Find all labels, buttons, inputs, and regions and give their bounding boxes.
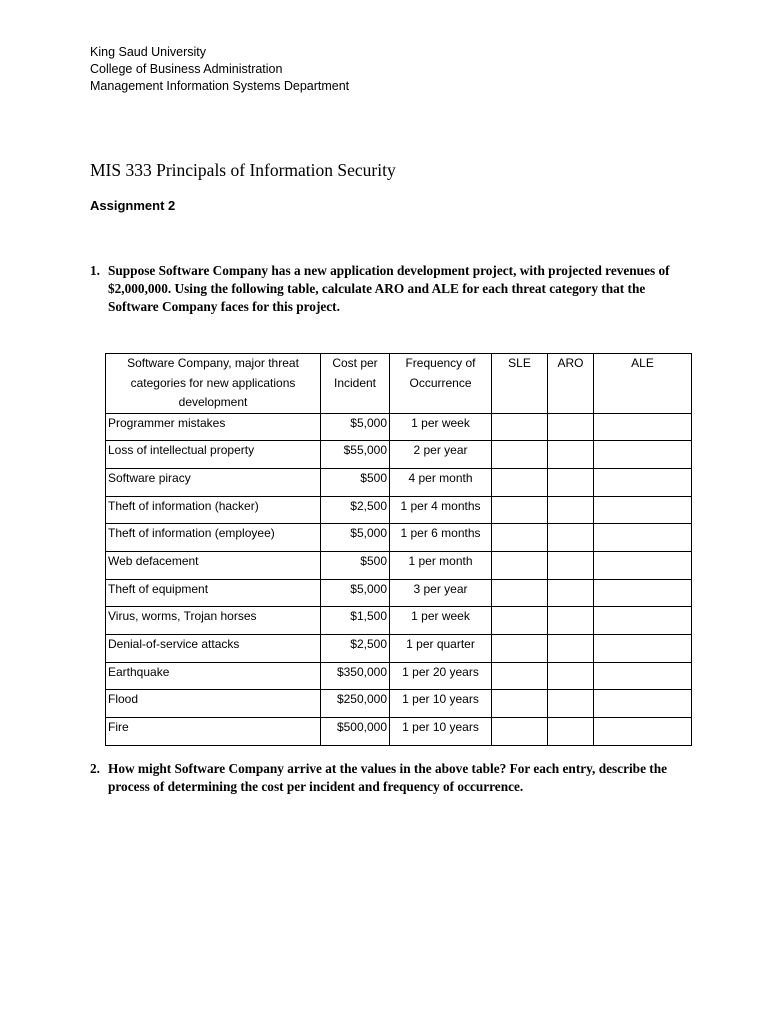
aro-cell [548, 579, 594, 607]
table-row [106, 662, 692, 690]
table-row [106, 635, 692, 663]
sle-cell [492, 551, 548, 579]
header-threat: Software Company, major threat categories for new applications development [106, 354, 321, 414]
header-frequency: Frequency of Occurrence [390, 354, 492, 414]
frequency-cell: 1 per 20 years [390, 662, 492, 690]
aro-cell [548, 496, 594, 524]
aro-cell [548, 718, 594, 746]
frequency-cell: 1 per week [390, 413, 492, 441]
aro-cell [548, 635, 594, 663]
ale-cell [594, 441, 692, 469]
question-1 [90, 262, 690, 316]
aro-cell [548, 551, 594, 579]
frequency-cell: 1 per 6 months [390, 524, 492, 552]
table-row [106, 690, 692, 718]
frequency-cell: 1 per 10 years [390, 718, 492, 746]
threat-cell: Programmer mistakes [106, 413, 321, 441]
table-header-row [106, 354, 692, 414]
table-row [106, 607, 692, 635]
frequency-cell: 1 per week [390, 607, 492, 635]
header-sle: SLE [492, 354, 548, 414]
cost-cell: $5,000 [321, 579, 390, 607]
frequency-cell: 2 per year [390, 441, 492, 469]
assignment-label: Assignment 2 [90, 198, 176, 213]
sle-cell [492, 579, 548, 607]
ale-cell [594, 413, 692, 441]
frequency-cell: 1 per quarter [390, 635, 492, 663]
question-1-number: 1. [90, 263, 100, 278]
cost-cell: $5,000 [321, 524, 390, 552]
cost-cell: $2,500 [321, 496, 390, 524]
university-name: King Saud University [90, 45, 207, 59]
cost-cell: $5,000 [321, 413, 390, 441]
threat-cell: Loss of intellectual property [106, 441, 321, 469]
aro-cell [548, 413, 594, 441]
course-title: MIS 333 Principals of Information Security [90, 160, 396, 180]
sle-cell [492, 635, 548, 663]
frequency-cell: 1 per 10 years [390, 690, 492, 718]
document-header [90, 44, 349, 95]
aro-cell [548, 607, 594, 635]
header-cost: Cost per Incident [321, 354, 390, 414]
threat-cell: Earthquake [106, 662, 321, 690]
cost-cell: $500 [321, 551, 390, 579]
college-name: College of Business Administration [90, 62, 283, 76]
cost-cell: $350,000 [321, 662, 390, 690]
sle-cell [492, 718, 548, 746]
frequency-cell: 4 per month [390, 468, 492, 496]
ale-cell [594, 496, 692, 524]
aro-cell [548, 690, 594, 718]
ale-cell [594, 662, 692, 690]
sle-cell [492, 468, 548, 496]
table-body [106, 413, 692, 745]
threat-cell: Software piracy [106, 468, 321, 496]
frequency-cell: 1 per month [390, 551, 492, 579]
department-name: Management Information Systems Department [90, 79, 350, 93]
cost-cell: $55,000 [321, 441, 390, 469]
sle-cell [492, 413, 548, 441]
cost-cell: $500,000 [321, 718, 390, 746]
ale-cell [594, 718, 692, 746]
threat-cell: Virus, worms, Trojan horses [106, 607, 321, 635]
table-row [106, 718, 692, 746]
frequency-cell: 1 per 4 months [390, 496, 492, 524]
sle-cell [492, 662, 548, 690]
sle-cell [492, 496, 548, 524]
threat-cell: Theft of information (employee) [106, 524, 321, 552]
table-row [106, 441, 692, 469]
question-1-text: Suppose Software Company has a new application development project, with projected revenues of $2,000,000. Using the following table, calculate ARO and ALE for each threat category that the Software Company faces for this project. [108, 263, 670, 314]
table-row [106, 413, 692, 441]
threat-cell: Denial-of-service attacks [106, 635, 321, 663]
question-2-number: 2. [90, 761, 100, 776]
cost-cell: $250,000 [321, 690, 390, 718]
frequency-cell: 3 per year [390, 579, 492, 607]
table-row [106, 551, 692, 579]
sle-cell [492, 690, 548, 718]
aro-cell [548, 524, 594, 552]
ale-cell [594, 579, 692, 607]
cost-cell: $2,500 [321, 635, 390, 663]
ale-cell [594, 468, 692, 496]
aro-cell [548, 441, 594, 469]
sle-cell [492, 524, 548, 552]
aro-cell [548, 662, 594, 690]
table-row [106, 468, 692, 496]
threat-cell: Flood [106, 690, 321, 718]
table-row [106, 496, 692, 524]
table-row [106, 524, 692, 552]
sle-cell [492, 607, 548, 635]
threat-cell: Web defacement [106, 551, 321, 579]
question-2 [90, 760, 690, 796]
cost-cell: $1,500 [321, 607, 390, 635]
threat-cell: Theft of information (hacker) [106, 496, 321, 524]
table-row [106, 579, 692, 607]
cost-cell: $500 [321, 468, 390, 496]
ale-cell [594, 607, 692, 635]
header-ale: ALE [594, 354, 692, 414]
header-aro: ARO [548, 354, 594, 414]
question-2-text: How might Software Company arrive at the values in the above table? For each entry, describe the process of determining the cost per incident and frequency of occurrence. [108, 761, 668, 794]
threat-table [105, 353, 692, 746]
ale-cell [594, 690, 692, 718]
ale-cell [594, 524, 692, 552]
ale-cell [594, 551, 692, 579]
aro-cell [548, 468, 594, 496]
threat-cell: Fire [106, 718, 321, 746]
threat-cell: Theft of equipment [106, 579, 321, 607]
sle-cell [492, 441, 548, 469]
ale-cell [594, 635, 692, 663]
